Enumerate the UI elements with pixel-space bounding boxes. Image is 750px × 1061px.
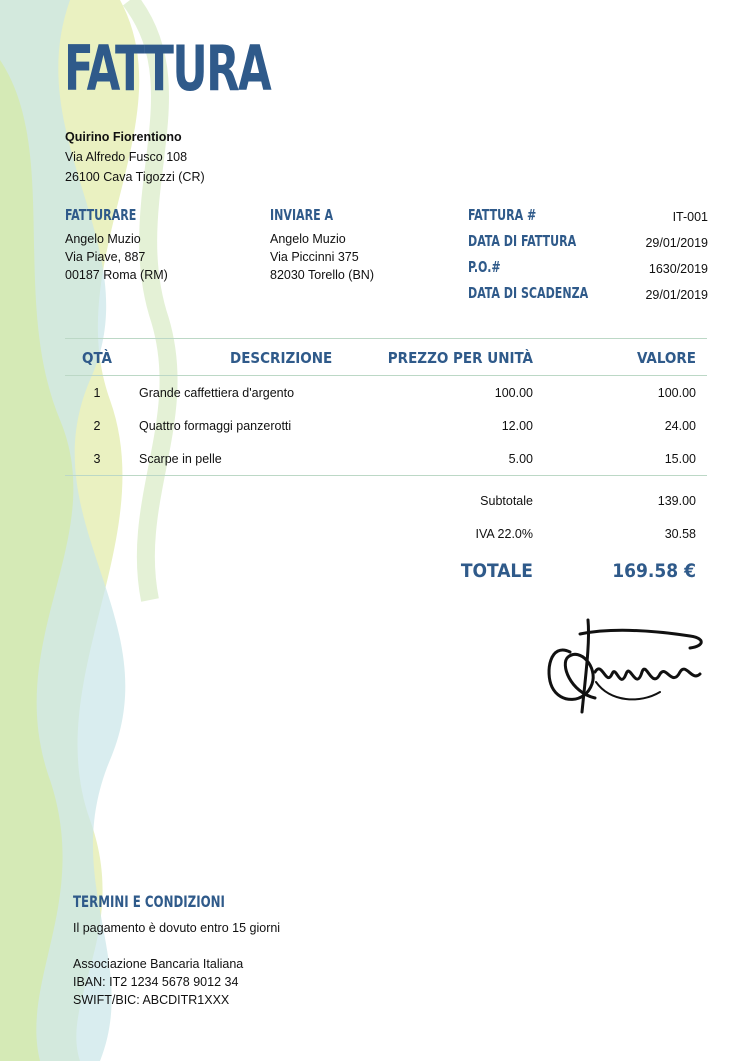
handwritten-signature: [540, 612, 710, 722]
totals-block: [65, 490, 707, 596]
terms-heading: TERMINI E CONDIZIONI: [73, 892, 225, 911]
total-label: TOTALE: [460, 560, 533, 582]
sender-city: 26100 Cava Tigozzi (CR): [65, 170, 205, 184]
vat-value: 30.58: [664, 527, 696, 541]
bill-to-block: [65, 206, 168, 284]
ship-to-street: Via Piccinni 375: [270, 250, 359, 264]
due-date-value: 29/01/2019: [645, 288, 708, 302]
table-row: [65, 442, 707, 475]
header-amount: VALORE: [636, 349, 696, 367]
row-qty: 2: [93, 419, 101, 433]
po-value: 1630/2019: [648, 262, 708, 276]
header-qty: QTÀ: [82, 349, 112, 367]
row-description: Quattro formaggi panzerotti: [139, 419, 292, 433]
meta-row-po: [468, 258, 708, 284]
sender-address: [65, 127, 205, 187]
invoice-date-label: DATA DI FATTURA: [468, 232, 577, 250]
table-row: [65, 409, 707, 442]
row-unit-price: 100.00: [494, 386, 533, 400]
row-unit-price: 12.00: [501, 419, 533, 433]
subtotal-row: [65, 490, 707, 523]
terms-section: [73, 893, 280, 1009]
bill-to-name: Angelo Muzio: [65, 232, 141, 246]
meta-row-invoice-date: [468, 232, 708, 258]
invoice-number-value: IT-001: [672, 210, 708, 224]
bank-details: [73, 955, 280, 1009]
bank-swift: SWIFT/BIC: ABCDITR1XXX: [73, 993, 230, 1007]
sender-name: Quirino Fiorentiono: [65, 130, 182, 144]
ship-to-heading: INVIARE A: [270, 206, 334, 224]
table-row: [65, 376, 707, 409]
meta-row-due-date: [468, 284, 708, 310]
row-amount: 100.00: [657, 386, 696, 400]
row-description: Scarpe in pelle: [139, 452, 222, 466]
bill-to-street: Via Piave, 887: [65, 250, 146, 264]
bill-to-city: 00187 Roma (RM): [65, 268, 168, 282]
bill-to-heading: FATTURARE: [65, 206, 137, 224]
header-unit-price: PREZZO PER UNITÀ: [387, 349, 533, 367]
bank-name: Associazione Bancaria Italiana: [73, 957, 244, 971]
table-bottom-rule: [65, 475, 707, 476]
invoice-date-value: 29/01/2019: [645, 236, 708, 250]
total-value: 169.58 €: [612, 560, 696, 582]
ship-to-block: [270, 206, 374, 284]
bank-iban: IBAN: IT2 1234 5678 9012 34: [73, 975, 239, 989]
po-label: P.O.#: [468, 258, 501, 276]
invoice-number-label: FATTURA #: [468, 206, 537, 224]
row-amount: 15.00: [664, 452, 696, 466]
row-qty: 3: [93, 452, 101, 466]
row-unit-price: 5.00: [508, 452, 533, 466]
row-qty: 1: [93, 386, 101, 400]
header-description: DESCRIZIONE: [230, 349, 333, 367]
row-amount: 24.00: [664, 419, 696, 433]
vat-row: [65, 523, 707, 556]
sender-street: Via Alfredo Fusco 108: [65, 150, 188, 164]
total-row: [65, 556, 707, 596]
row-description: Grande caffettiera d'argento: [139, 386, 295, 400]
meta-row-invoice-number: [468, 206, 708, 232]
subtotal-value: 139.00: [657, 494, 696, 508]
due-date-label: DATA DI SCADENZA: [468, 284, 589, 302]
vat-label: IVA 22.0%: [475, 527, 533, 541]
ship-to-city: 82030 Torello (BN): [270, 268, 374, 282]
table-header: [65, 339, 707, 375]
line-items-table: [65, 338, 707, 476]
terms-text: Il pagamento è dovuto entro 15 giorni: [73, 921, 281, 935]
subtotal-label: Subtotale: [480, 494, 533, 508]
invoice-meta: [468, 206, 708, 310]
ship-to-name: Angelo Muzio: [270, 232, 346, 246]
invoice-title: FATTURA: [64, 32, 271, 105]
